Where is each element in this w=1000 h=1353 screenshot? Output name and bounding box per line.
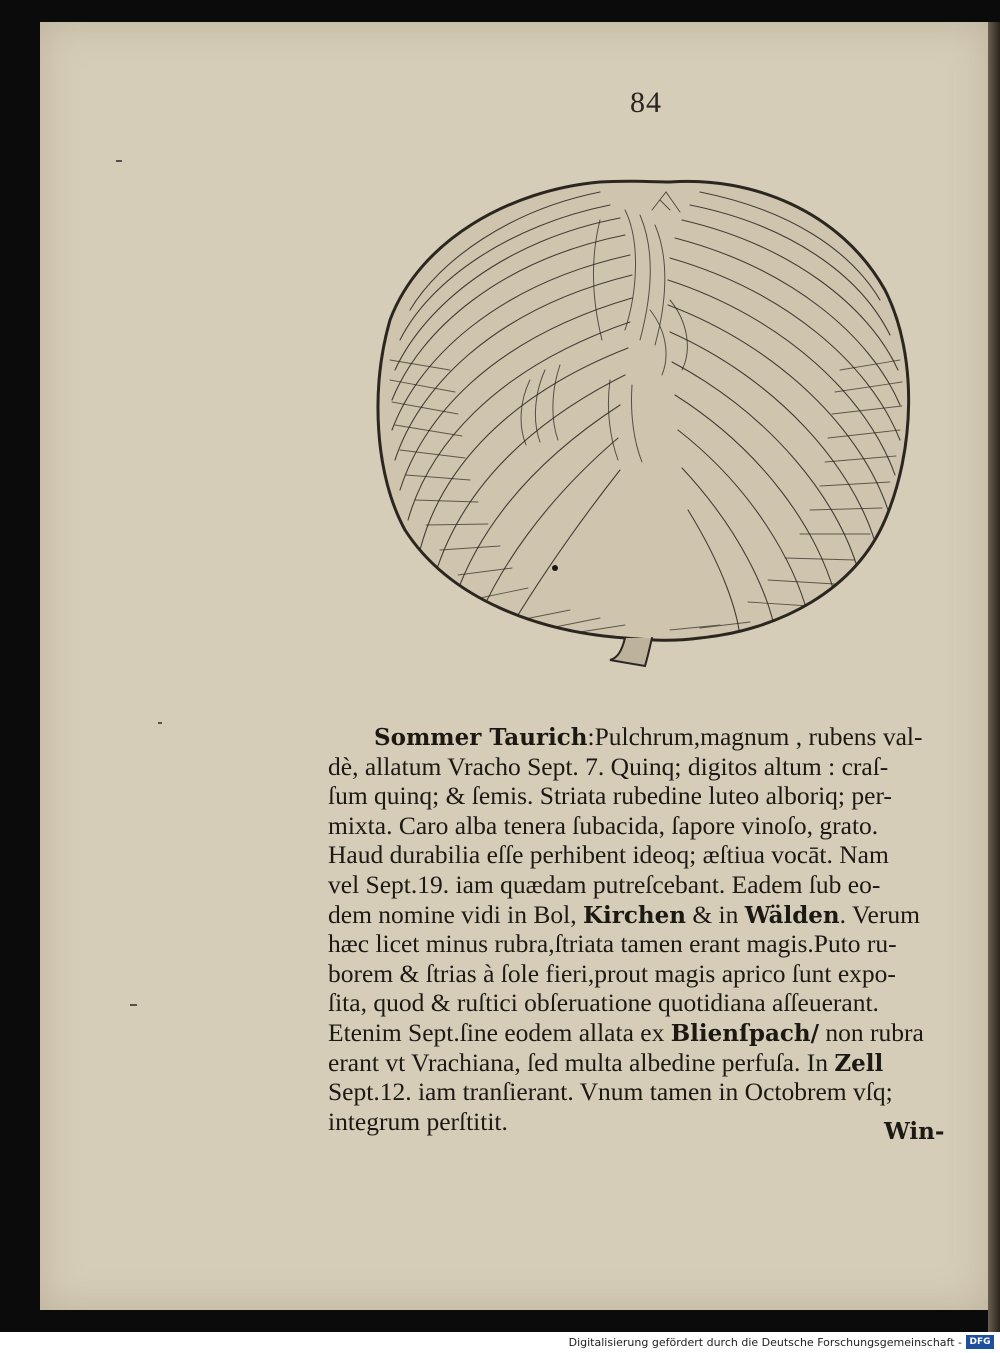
dfg-logo-icon: DFG <box>966 1335 994 1349</box>
text-line <box>328 722 968 752</box>
text-run: :Pulchrum,magnum , rubens val- <box>587 722 923 751</box>
text-run: dem nomine vidi in Bol, <box>328 899 583 929</box>
text-line: ſum quinq; & ſemis. Striata rubedine luteo alboriq; per- <box>328 781 892 811</box>
text-line: dè, allatum Vracho Sept. 7. Quinq; digitos altum : craſ- <box>328 751 889 781</box>
text-line: mixta. Caro alba tenera ſubacida, ſapore vinoſo, grato. <box>328 810 879 840</box>
text-line <box>328 900 968 930</box>
text-line: vel Sept.19. iam quædam putreſcebant. Eadem ſub eo- <box>328 869 881 899</box>
text-line: hæc licet minus rubra,ſtriata tamen erant magis.Puto ru- <box>328 929 897 959</box>
text-line <box>328 1048 968 1078</box>
text-line: ſita, quod & ruſtici obſeruatione quotidiana aſſeuerant. <box>328 988 879 1018</box>
text-line: Sept.12. iam tranſierant. Vnum tamen in Octobrem vſq; <box>328 1077 893 1107</box>
text-line <box>328 1018 968 1048</box>
blackletter-place: Wälden <box>744 901 840 929</box>
blackletter-place: Kirchen <box>583 901 686 929</box>
ink-speck <box>158 722 162 724</box>
blackletter-place: Zell <box>834 1049 884 1077</box>
blackletter-heading: Sommer Taurich <box>374 724 588 751</box>
text-run: . Verum <box>839 899 920 929</box>
text-line: integrum perſtitit. <box>328 1106 508 1136</box>
page-edge-shadow <box>988 22 1000 1332</box>
text-run: erant vt Vrachiana, ſed multa albedine perfuſa. In <box>328 1047 835 1077</box>
ink-speck <box>130 1004 137 1006</box>
ink-speck <box>116 160 122 162</box>
digitization-credit: Digitalisierung gefördert durch die Deutsche Forschungsgemeinschaft - <box>568 1336 962 1349</box>
body-text <box>328 722 968 1136</box>
text-run: Etenim Sept.ſine eodem allata ex <box>328 1017 671 1047</box>
text-line: Haud durabilia eſſe perhibent ideoq; æſtiua vocāt. Nam <box>328 840 889 870</box>
text-line: borem & ſtrias à ſole fieri,prout magis aprico ſunt expo- <box>328 958 896 988</box>
text-run: non rubra <box>819 1017 924 1047</box>
apple-woodcut-icon <box>370 170 920 680</box>
page-number: 84 <box>630 86 662 119</box>
blackletter-place: Blienſpach/ <box>670 1019 819 1047</box>
text-run: & in <box>685 899 745 929</box>
catchword: Win- <box>884 1118 945 1145</box>
